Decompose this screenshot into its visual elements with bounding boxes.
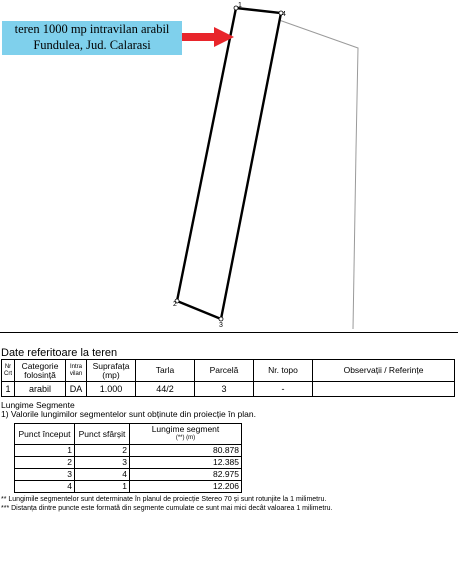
cell-parcela: 3	[195, 382, 254, 397]
table-row	[15, 469, 242, 481]
segment-length: 82.975	[130, 469, 242, 481]
parcel-polygon	[177, 8, 281, 319]
header-categorie: Categorie folosință	[15, 360, 66, 382]
header-suprafata: Suprafața (mp)	[87, 360, 136, 382]
header-tarla: Tarla	[136, 360, 195, 382]
vertex-label-1: 1	[238, 2, 242, 9]
cell-observatii	[313, 382, 455, 397]
segment-start: 2	[15, 457, 75, 469]
segment-end: 2	[75, 445, 130, 457]
segments-title: Lungime Segmente	[1, 400, 75, 410]
callout-line-1: teren 1000 mp intravilan arabil	[14, 22, 170, 36]
header-segment-length-label: Lungime segment	[151, 424, 220, 434]
segment-length: 80.878	[130, 445, 242, 457]
header-parcela: Parcelă	[195, 360, 254, 382]
cell-categorie: arabil	[15, 382, 66, 397]
land-table-header-row	[2, 360, 455, 382]
table-row	[15, 445, 242, 457]
segment-end: 1	[75, 481, 130, 493]
header-observatii: Observații / Referințe	[313, 360, 455, 382]
cell-tarla: 44/2	[136, 382, 195, 397]
section-title: Date referitoare la teren	[1, 347, 118, 359]
segment-end: 3	[75, 457, 130, 469]
segment-start: 1	[15, 445, 75, 457]
cell-nr: 1	[2, 382, 15, 397]
vertex-label-3: 3	[219, 322, 223, 329]
cell-intravilan: DA	[66, 382, 87, 397]
vertex-marker-3	[219, 317, 223, 321]
header-intravilan: Intra vilan	[66, 360, 87, 382]
cell-suprafata: 1.000	[87, 382, 136, 397]
table-row	[15, 457, 242, 469]
footnote-2: *** Distanța dintre puncte este formată din segmente cumulate ce sunt mai mici decât valoarea 1 milimetru.	[1, 505, 333, 512]
header-start-point: Punct început	[15, 424, 75, 445]
header-end-point: Punct sfârșit	[75, 424, 130, 445]
segments-table	[14, 423, 242, 493]
segment-start: 3	[15, 469, 75, 481]
vertex-label-4: 4	[282, 11, 286, 18]
segment-end: 4	[75, 469, 130, 481]
header-segment-length	[130, 424, 242, 445]
header-segment-length-unit: (**) (m)	[175, 435, 196, 441]
callout-line-2: Fundulea, Jud. Calarasi	[33, 38, 151, 52]
header-nr-topo: Nr. topo	[254, 360, 313, 382]
segments-header-row	[15, 424, 242, 445]
footnote-1: ** Lungimile segmentelor sunt determinate în planul de proiecție Stereo 70 și sunt rotunjite la 1 milimetru.	[1, 496, 327, 503]
segment-start: 4	[15, 481, 75, 493]
segment-length: 12.385	[130, 457, 242, 469]
segment-length: 12.206	[130, 481, 242, 493]
cell-nr-topo: -	[254, 382, 313, 397]
table-row	[2, 382, 455, 397]
listing-callout	[2, 21, 182, 55]
land-data-table	[1, 359, 455, 397]
table-row	[15, 481, 242, 493]
red-arrow-icon	[182, 27, 234, 47]
neighbour-parcel-outline	[279, 20, 358, 329]
vertex-label-2: 2	[173, 301, 177, 308]
segments-note: 1) Valorile lungimilor segmentelor sunt obținute din proiecție în plan.	[1, 409, 256, 419]
header-nr: Nr Crt	[2, 360, 15, 382]
